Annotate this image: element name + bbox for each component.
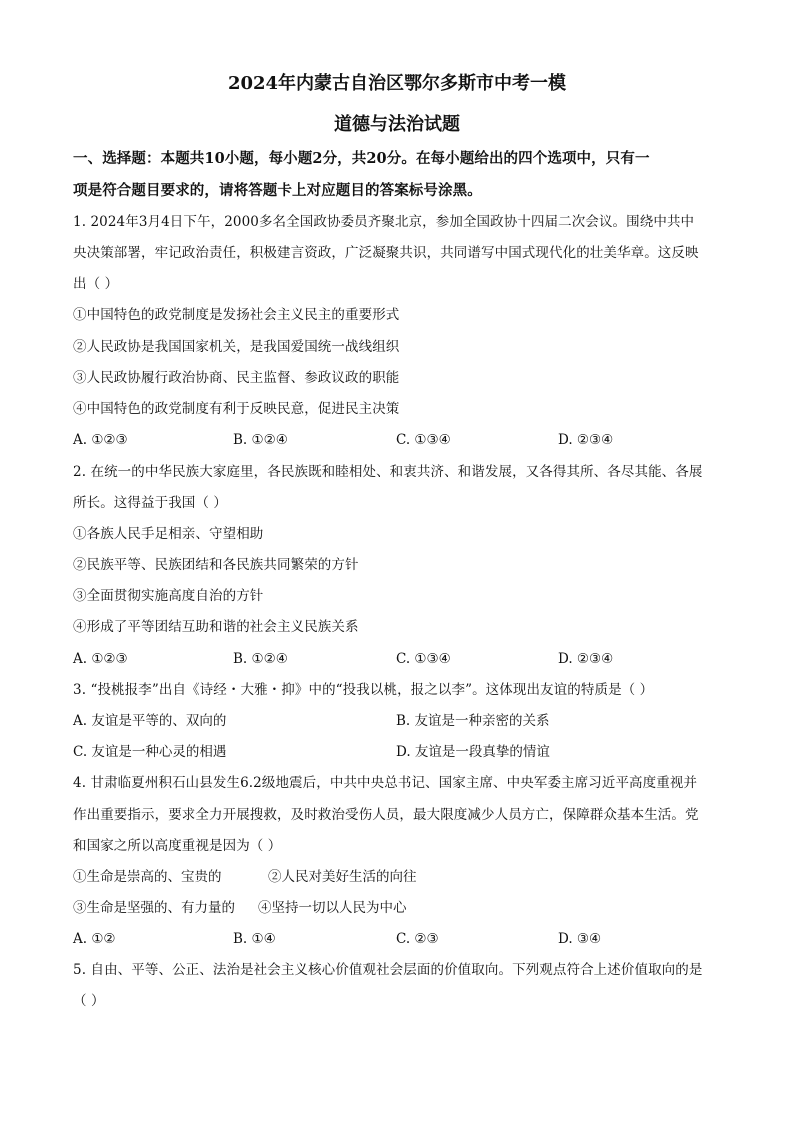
q1-option-a: A. ①②③	[73, 432, 128, 448]
q1-option-b: B. ①②④	[233, 432, 288, 448]
q3-option-c: C. 友谊是一种心灵的相遇	[73, 744, 227, 760]
q2-option-a: A. ①②③	[73, 651, 128, 667]
q2-option-d: D. ②③④	[558, 651, 614, 667]
q4-statement-3: ③生命是坚强的、有力量的	[73, 900, 235, 916]
q4-option-c: C. ②③	[396, 931, 439, 947]
q2-option-b: B. ①②④	[233, 651, 288, 667]
section-instructions-line1: 一、选择题：本题共10小题，每小题2分，共20分。在每小题给出的四个选项中，只有一	[73, 150, 650, 167]
q2-statement-1: ①各族人民手足相亲、守望相助	[73, 526, 264, 542]
exam-title: 2024年内蒙古自治区鄂尔多斯市中考一模	[227, 73, 567, 94]
q4-statement-4: ④坚持一切以人民为中心	[258, 900, 407, 916]
q4-option-d: D. ③④	[558, 931, 602, 947]
section-instructions-line2: 项是符合题目要求的，请将答题卡上对应题目的答案标号涂黑。	[73, 182, 482, 199]
q1-stem-line2: 央决策部署，牢记政治责任，积极建言资政，广泛凝聚共识，共同谱写中国式现代化的壮美华章。这反映	[73, 245, 699, 261]
q2-stem-line2: 所长。这得益于我国（ ）	[73, 495, 227, 511]
q4-statement-1: ①生命是崇高的、宝贵的	[73, 869, 222, 885]
q4-stem-line1: 4. 甘肃临夏州积石山县发生6.2级地震后，中共中央总书记、国家主席、中央军委主席习近平高度重视并	[73, 775, 698, 791]
q2-statement-3: ③全面贯彻实施高度自治的方针	[73, 588, 264, 604]
q4-statement-2: ②人民对美好生活的向往	[268, 869, 417, 885]
q4-stem-line3: 和国家之所以高度重视是因为（ ）	[73, 838, 282, 854]
exam-subtitle: 道德与法治试题	[334, 114, 460, 135]
q5-stem-line1: 5. 自由、平等、公正、法治是社会主义核心价值观社会层面的价值取向。下列观点符合上述价值取向的是	[73, 962, 703, 978]
q1-option-d: D. ②③④	[558, 432, 614, 448]
q3-option-d: D. 友谊是一段真挚的情谊	[396, 744, 550, 760]
q5-stem-line2: （ ）	[73, 993, 105, 1009]
q3-stem-line1: 3. “投桃报李”出自《诗经・大雅・抑》中的“投我以桃，报之以李”。这体现出友谊的特质是（ ）	[73, 682, 654, 698]
q4-option-a: A. ①②	[73, 931, 116, 947]
q2-option-c: C. ①③④	[396, 651, 451, 667]
q1-statement-1: ①中国特色的政党制度是发扬社会主义民主的重要形式	[73, 307, 400, 323]
q4-stem-line2: 作出重要指示，要求全力开展搜救，及时救治受伤人员，最大限度减少人员方亡，保障群众基本生活。党	[73, 807, 699, 823]
q2-stem-line1: 2. 在统一的中华民族大家庭里，各民族既和睦相处、和衷共济、和谐发展，又各得其所、各尽其能、各展	[73, 464, 703, 480]
q1-option-c: C. ①③④	[396, 432, 451, 448]
q3-option-b: B. 友谊是一种亲密的关系	[396, 713, 550, 729]
q2-statement-2: ②民族平等、民族团结和各民族共同繁荣的方针	[73, 557, 359, 573]
q1-stem-line3: 出（ ）	[73, 276, 119, 292]
q1-statement-4: ④中国特色的政党制度有利于反映民意，促进民主决策	[73, 401, 400, 417]
q1-statement-2: ②人民政协是我国国家机关，是我国爱国统一战线组织	[73, 339, 400, 355]
q1-stem-line1: 1. 2024年3月4日下午，2000多名全国政协委员齐聚北京，参加全国政协十四届二次会议。围绕中共中	[73, 214, 695, 230]
q2-statement-4: ④形成了平等团结互助和谐的社会主义民族关系	[73, 619, 359, 635]
q1-statement-3: ③人民政协履行政治协商、民主监督、参政议政的职能	[73, 370, 400, 386]
q3-option-a: A. 友谊是平等的、双向的	[73, 713, 227, 729]
q4-option-b: B. ①④	[233, 931, 276, 947]
